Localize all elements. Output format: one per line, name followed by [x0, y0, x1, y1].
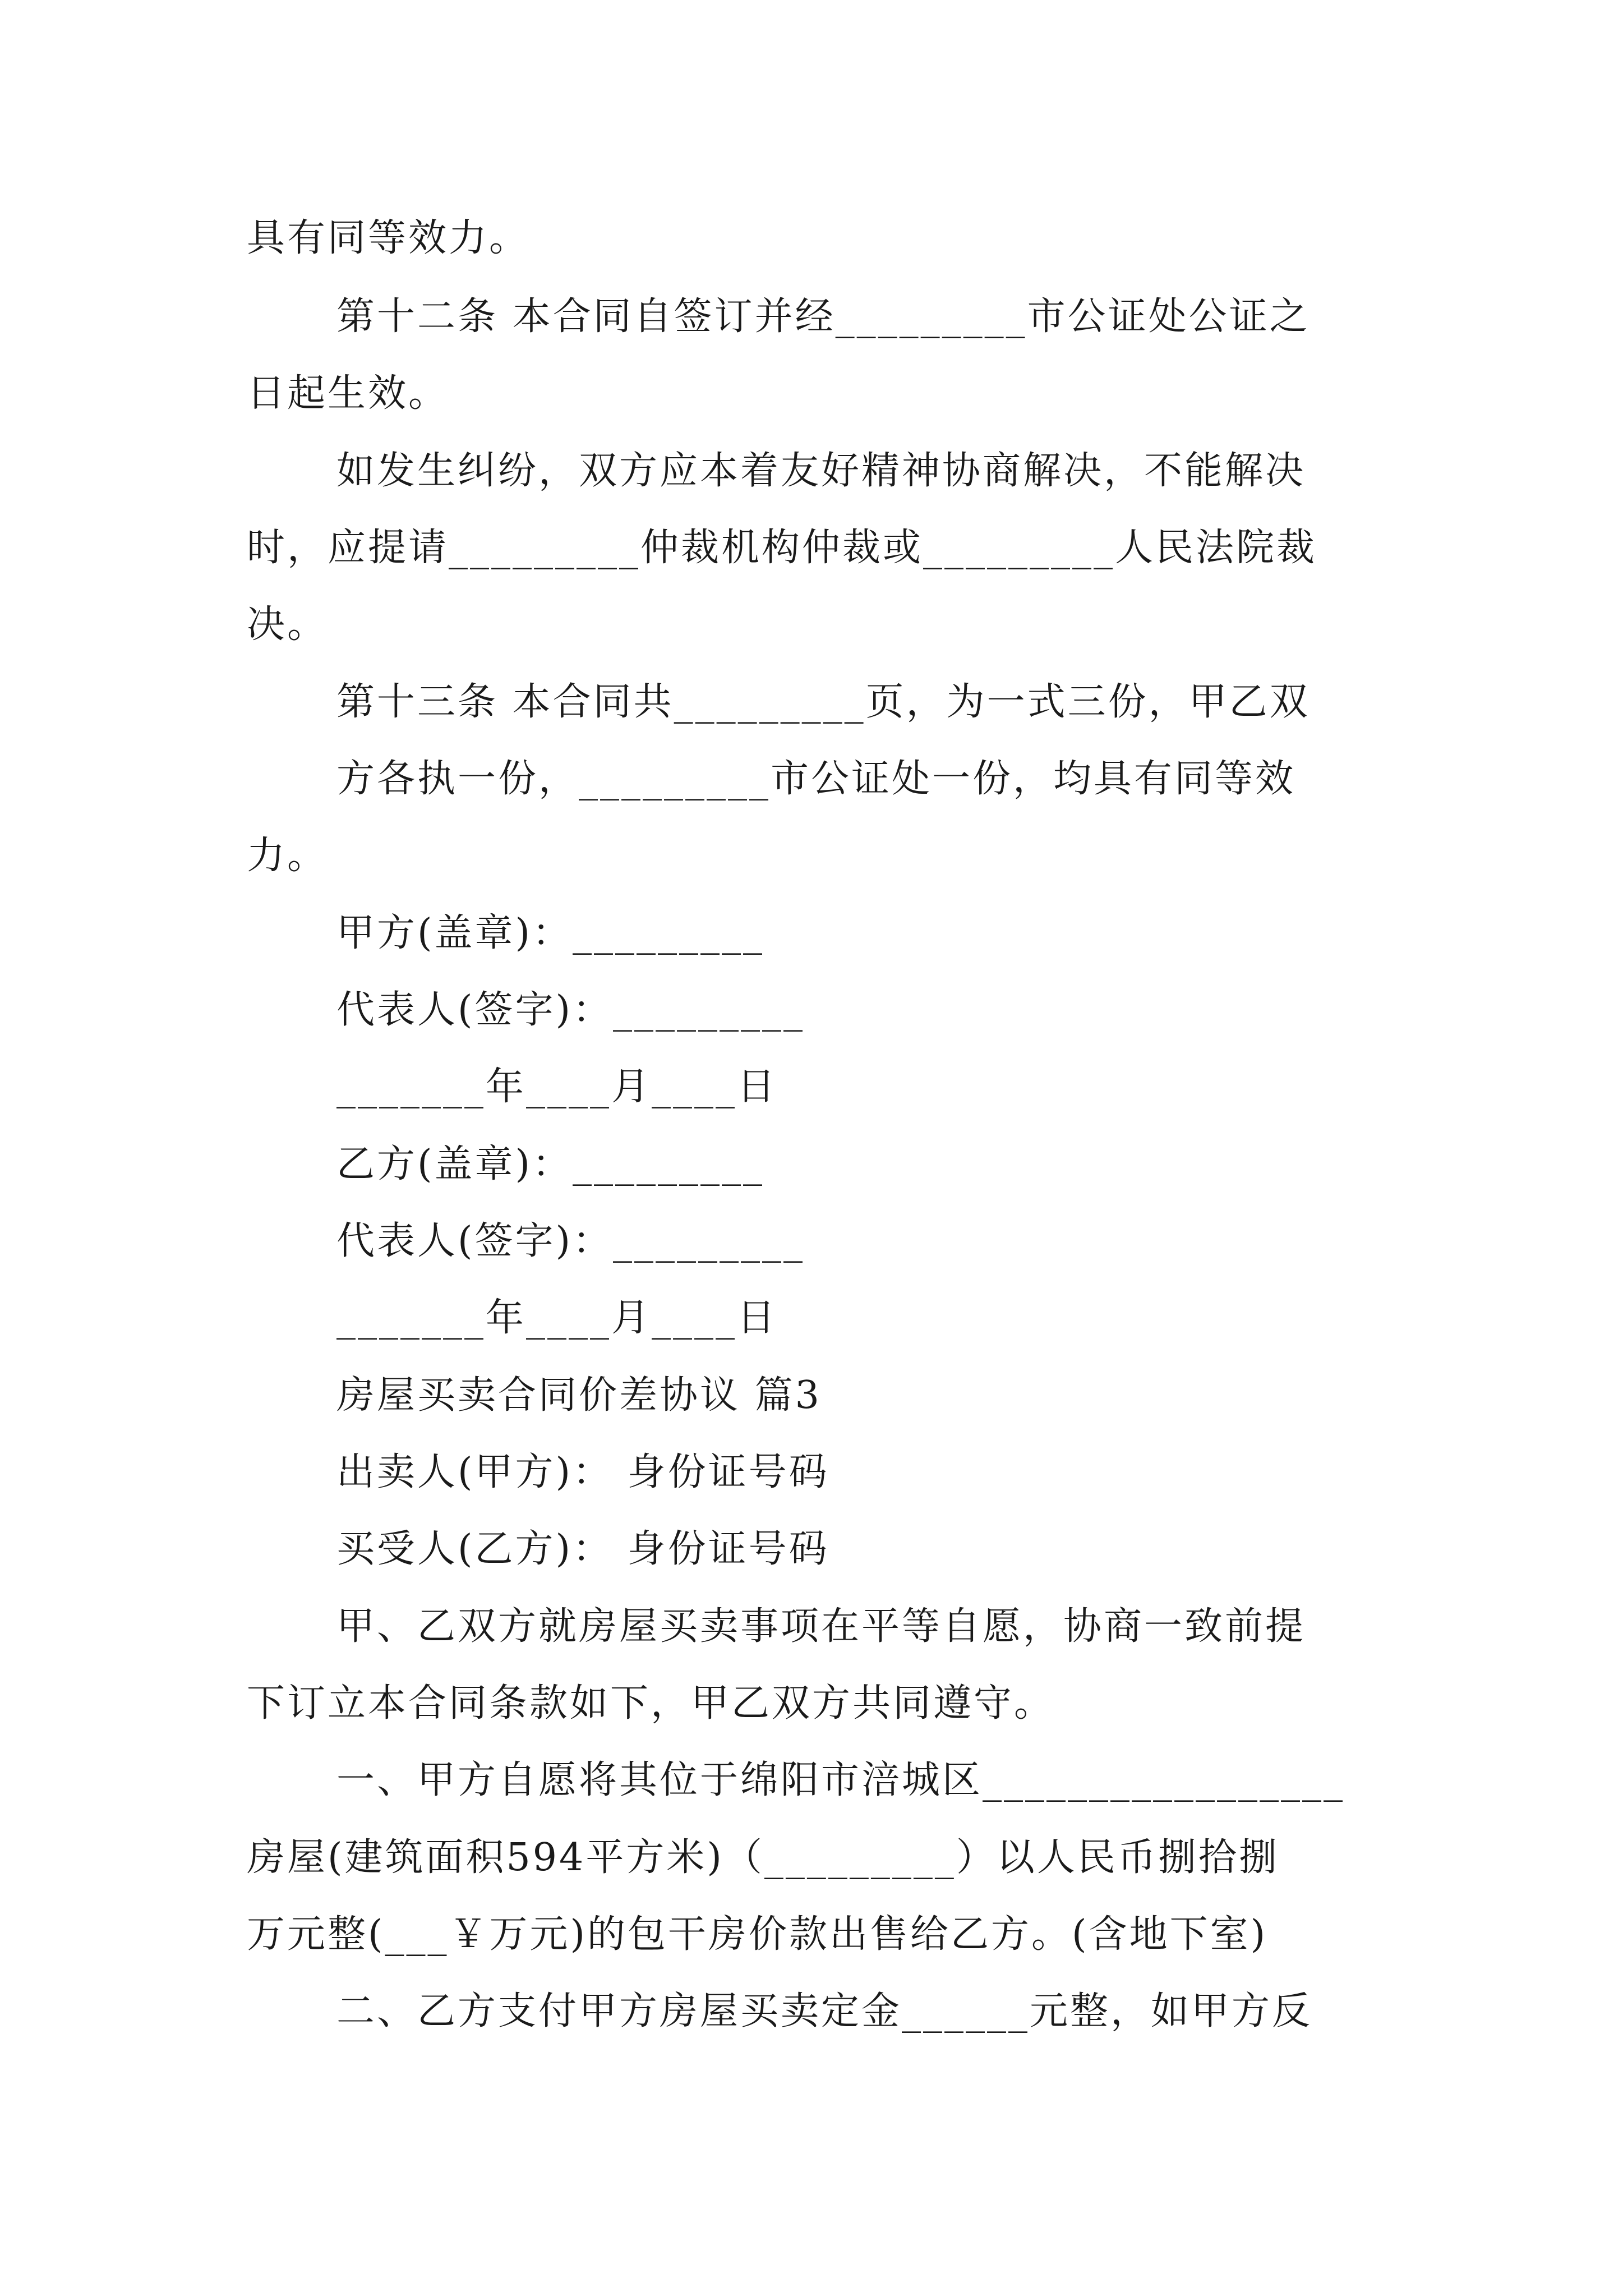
text-line: 二、乙方支付甲方房屋买卖定金______元整，如甲方反 [336, 1989, 1313, 2033]
text-line: 第十三条 本合同共_________页，为一式三份，甲乙双 [336, 680, 1310, 724]
text-line: 下订立本合同条款如下，甲乙双方共同遵守。 [247, 1681, 1055, 1726]
signature-line: 代表人(签字)：_________ [336, 988, 805, 1032]
text-line: 万元整(___￥万元)的包干房价款出售给乙方。(含地下室) [247, 1912, 1268, 1957]
text-line: 房屋(建筑面积594平方米)（_________）以人民币捌拾捌 [247, 1835, 1279, 1880]
text-line: 日起生效。 [247, 371, 449, 416]
text-line: 甲、乙双方就房屋买卖事项在平等自愿，协商一致前提 [336, 1604, 1306, 1649]
date-line: _______年____月____日 [336, 1065, 778, 1109]
text-line: 方各执一份，_________市公证处一份，均具有同等效 [336, 757, 1296, 801]
signature-line: 乙方(盖章)：_________ [336, 1142, 765, 1186]
text-line: 一、甲方自愿将其位于绵阳市涪城区_________________ [336, 1758, 1345, 1802]
text-line: 力。 [247, 834, 328, 878]
text-line: 时，应提请_________仲裁机构仲裁或_________人民法院裁 [247, 526, 1317, 570]
section-heading: 房屋买卖合同价差协议 篇3 [336, 1373, 822, 1418]
text-line: 第十二条 本合同自签订并经_________市公证处公证之 [336, 295, 1310, 339]
text-line: 具有同等效力。 [247, 216, 530, 260]
date-line: _______年____月____日 [336, 1296, 778, 1340]
signature-line: 甲方(盖章)：_________ [336, 911, 765, 955]
text-line: 如发生纠纷，双方应本着友好精神协商解决，不能解决 [336, 449, 1306, 493]
signature-line: 代表人(签字)：_________ [336, 1219, 805, 1263]
text-line: 出卖人(甲方)： 身份证号码 [336, 1450, 829, 1494]
text-line: 买受人(乙方)： 身份证号码 [336, 1527, 829, 1571]
text-line: 决。 [247, 602, 328, 647]
